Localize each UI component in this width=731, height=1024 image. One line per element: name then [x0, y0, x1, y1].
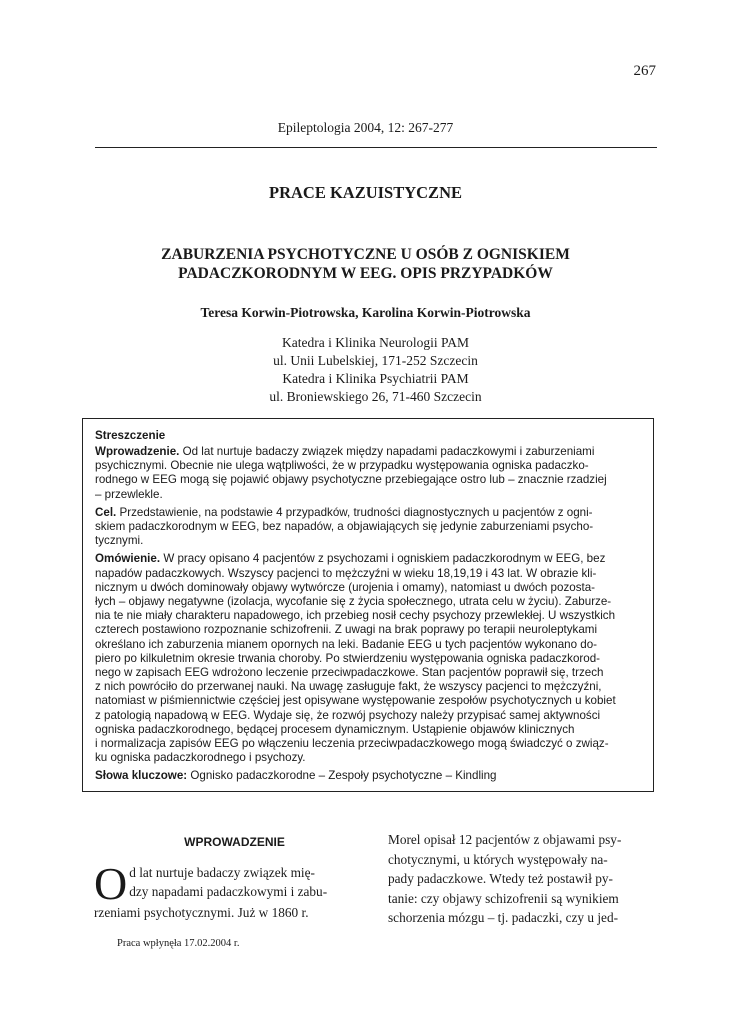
body-line: d lat nurtuje badaczy związek mię-: [129, 865, 315, 880]
authors: Teresa Korwin-Piotrowska, Karolina Korwin-Piotrowska: [200, 305, 531, 320]
body-line: Morel opisał 12 pacjentów z objawami psy-: [388, 832, 622, 847]
abstract-line: z nich powróciło do przerwanej nauki. Na uwagę zasługuje fakt, że wszyscy pacjenci to mężczyźni,: [95, 680, 602, 694]
abstract-line: czterech postawiono rozpoznanie schizofrenii. Z uwagi na brak poprawy po terapii neuroleptykami: [95, 623, 598, 637]
affiliation-line: ul. Broniewskiego 26, 71-460 Szczecin: [269, 389, 482, 404]
abstract-label: Omówienie.: [95, 552, 161, 566]
abstract-line: [95, 552, 641, 566]
abstract-line: – przewlekle.: [95, 487, 163, 501]
abstract-line: [95, 506, 641, 520]
abstract-text: Przedstawienie, na podstawie 4 przypadków, trudności diagnostycznych u pacjentów z ogni-: [119, 505, 593, 519]
section-heading: PRACE KAZUISTYCZNE: [269, 183, 462, 202]
abstract-line: określano ich zaburzenia mianem opornych na leki. Badanie EEG u tych pacjentów wykonano do-: [95, 637, 598, 651]
abstract-text: Od lat nurtuje badaczy związek między napadami padaczkowymi i zaburzeniami: [182, 445, 595, 458]
abstract-text: W pracy opisano 4 pacjentów z psychozami i ogniskiem padaczkorodnym w EEG, bez: [163, 552, 606, 566]
abstract-box: [82, 418, 654, 792]
abstract-discussion: [95, 552, 641, 765]
abstract-line: napadów padaczkowych. Wszyscy pacjenci to mężczyźni w wieku 18,19,19 i 43 lat. W obrazie kli-: [95, 566, 597, 580]
page-number: 267: [633, 63, 656, 79]
abstract-line: i normalizacja zapisów EEG po włączeniu leczenia przeciwpadaczkowego mogą świadczyć o związ-: [95, 737, 609, 751]
article-title: [0, 245, 731, 283]
affiliation-line: Katedra i Klinika Neurologii PAM: [282, 335, 469, 350]
abstract-line: nicznym u dwóch dominowały objawy wytwórcze (urojenia i omamy), natomiast u dwóch pozosta-: [95, 580, 596, 594]
abstract-aim: [95, 506, 641, 549]
body-line: tanie: czy objawy schizofrenii są wynikiem: [388, 890, 619, 906]
abstract-line: piero po kilkuletnim okresie trwania choroby. Po stwierdzeniu występowania ogniska padaczkorod-: [95, 651, 601, 665]
keywords-text: Ognisko padaczkorodne – Zespoły psychotyczne – Kindling: [190, 769, 497, 783]
keywords-label: Słowa kluczowe:: [95, 769, 188, 783]
abstract-line: ogniska padaczkorodnego, będącej procesem dynamicznym. Ustąpienie objawów klinicznych: [95, 722, 575, 736]
body-line: dzy napadami padaczkowymi i zabu-: [129, 884, 328, 899]
abstract-line: ku ogniska padaczkorodnego i psychozy.: [95, 751, 306, 765]
abstract-heading: Streszczenie: [95, 429, 166, 442]
affiliation-line: ul. Unii Lubelskiej, 171-252 Szczecin: [273, 353, 478, 368]
intro-paragraph: [94, 858, 365, 922]
journal-reference: Epileptologia 2004, 12: 267-277: [277, 120, 454, 135]
intro-heading: WPROWADZENIE: [184, 835, 285, 849]
abstract-label: Cel.: [95, 505, 117, 519]
abstract-line: nego w zapisach EEG wdrożono leczenie przeciwpadaczkowe. Stan pacjentów poprawił się, trzech: [95, 666, 604, 680]
received-date-footnote: Praca wpłynęła 17.02.2004 r.: [117, 938, 240, 949]
title-line: PADACZKORODNYM W EEG. OPIS PRZYPADKÓW: [178, 265, 553, 282]
abstract-line: psychicznymi. Obecnie nie ulega wątpliwości, że w przypadku występowania ogniska padaczko-: [95, 459, 589, 473]
left-column: [94, 835, 365, 922]
header-rule: [95, 147, 657, 148]
affiliations: [0, 334, 731, 406]
title-line: ZABURZENIA PSYCHOTYCZNE U OSÓB Z OGNISKIEM: [161, 246, 570, 263]
affiliation-line: Katedra i Klinika Psychiatrii PAM: [282, 371, 469, 386]
body-line: pady padaczkowe. Wtedy też postawił py-: [388, 871, 613, 886]
drop-cap: O: [94, 858, 128, 909]
abstract-line: nia te nie miały charakteru napadowego, ich przebieg nosił cechy psychozy przewlekłej. U wszystkich: [95, 609, 616, 623]
abstract-label: Wprowadzenie.: [95, 445, 180, 458]
body-line: rzeniami psychotycznymi. Już w 1860 r.: [94, 905, 309, 920]
abstract-introduction: [95, 445, 641, 502]
abstract-line: [95, 445, 641, 459]
body-line: chotycznymi, u których występowały na-: [388, 851, 608, 867]
abstract-line: łych – objawy negatywne (izolacja, wycofanie się z życia społecznego, utrata celu w życiu). Zaburze-: [95, 595, 612, 609]
abstract-line: [95, 769, 641, 783]
abstract-line: natomiast w piśmiennictwie częściej jest opisywane występowanie zespołów psychotycznych u kobiet: [95, 694, 616, 708]
abstract-line: tycznymi.: [95, 534, 144, 548]
body-line: schorzenia mózgu – tj. padaczki, czy u jed-: [388, 910, 619, 925]
abstract-line: z patologią napadową w EEG. Wydaje się, że rozwój psychozy należy przypisać samej aktywności: [95, 708, 601, 722]
right-column: [388, 830, 660, 928]
abstract-line: rodnego w EEG mogą się pojawić objawy psychotyczne przebiegające ostro lub – znacznie rzadziej: [95, 473, 607, 487]
abstract-line: skiem padaczkorodnym w EEG, bez napadów, a objawiających się jedynie zaburzeniami psycho-: [95, 520, 594, 534]
abstract-keywords: [95, 769, 641, 783]
